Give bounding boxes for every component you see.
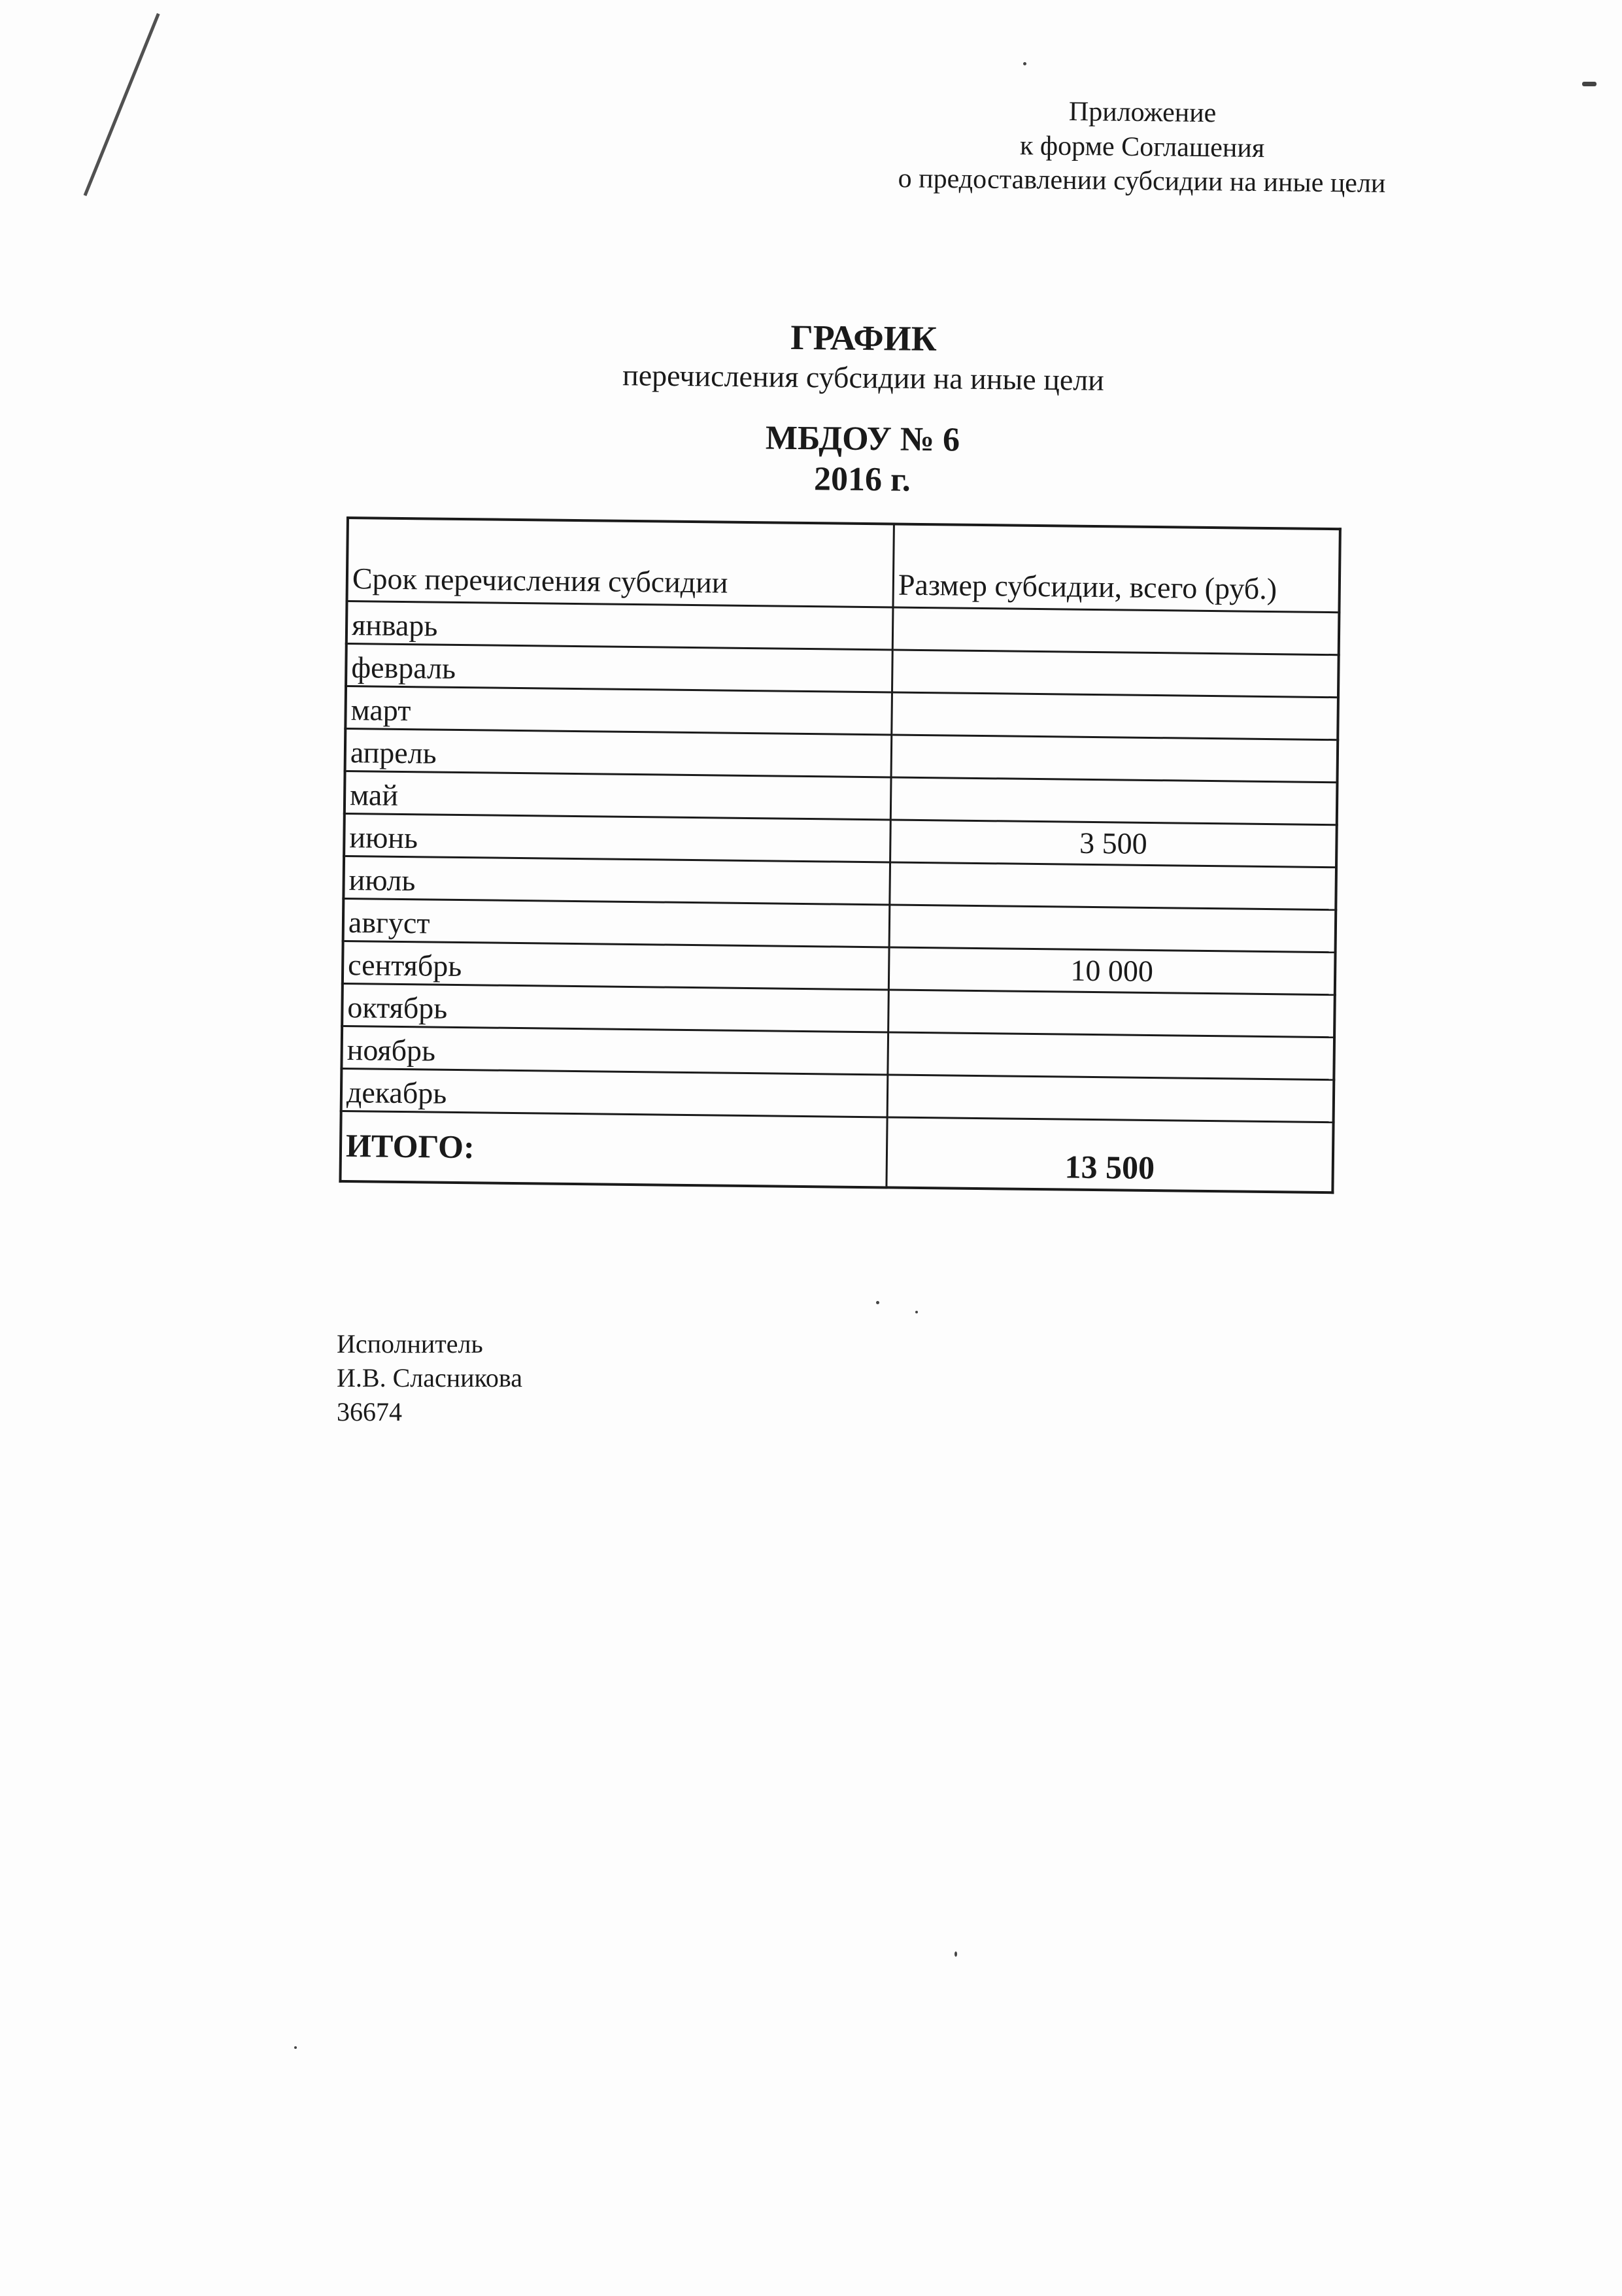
scan-edge-mark (84, 13, 160, 196)
scan-speck (1023, 62, 1026, 65)
month-cell: февраль (346, 644, 892, 692)
document-subheading: перечисления субсидии на иные цели (622, 358, 1105, 397)
schedule-table-wrapper (339, 516, 1341, 1194)
amount-cell (890, 777, 1337, 825)
table-header-row (347, 518, 1340, 613)
scan-speck (876, 1301, 879, 1304)
scan-speck (1582, 82, 1597, 86)
scan-speck (294, 2046, 297, 2049)
month-cell: ноябрь (341, 1026, 888, 1074)
month-cell: март (345, 686, 892, 735)
header-period: Срок перечисления субсидии (347, 518, 894, 607)
document-heading: ГРАФИК (790, 317, 938, 359)
month-cell: июнь (344, 813, 890, 862)
amount-cell (890, 862, 1336, 910)
executor-name: И.В. Сласникова (337, 1363, 523, 1393)
amount-cell (888, 990, 1335, 1038)
document-year: 2016 г. (813, 460, 911, 499)
month-cell: апрель (345, 729, 892, 777)
month-cell: декабрь (341, 1068, 888, 1117)
month-cell: август (343, 898, 890, 947)
total-label: ИТОГО: (340, 1111, 887, 1187)
amount-cell (889, 905, 1336, 953)
month-cell: октябрь (342, 983, 888, 1032)
appendix-line-1: Приложение (1068, 96, 1217, 129)
amount-cell (891, 735, 1338, 783)
header-amount: Размер субсидии, всего (руб.) (893, 524, 1340, 613)
executor-role: Исполнитель (337, 1329, 483, 1359)
executor-block (337, 1327, 522, 1429)
appendix-line-2: к форме Соглашения (1019, 130, 1265, 163)
month-cell: май (345, 771, 891, 819)
organization-name: МБДОУ № 6 (765, 419, 960, 459)
amount-cell (892, 692, 1338, 740)
amount-cell: 3 500 (890, 820, 1337, 868)
appendix-line-3: о предоставлении субсидии на иные цели (898, 163, 1386, 199)
table-total-row (340, 1111, 1333, 1192)
executor-phone: 36674 (337, 1397, 402, 1427)
schedule-table (339, 516, 1341, 1194)
amount-cell (888, 1032, 1334, 1080)
scan-speck (915, 1311, 918, 1313)
title-block (0, 308, 1622, 509)
month-cell: июль (343, 856, 890, 904)
month-cell: сентябрь (343, 941, 889, 989)
amount-cell: 10 000 (888, 947, 1335, 995)
amount-cell (892, 607, 1339, 655)
amount-cell (892, 650, 1339, 698)
month-cell: январь (346, 601, 893, 650)
total-amount: 13 500 (887, 1117, 1334, 1192)
amount-cell (887, 1075, 1334, 1123)
scan-speck (955, 1951, 957, 1957)
appendix-note (898, 93, 1387, 201)
